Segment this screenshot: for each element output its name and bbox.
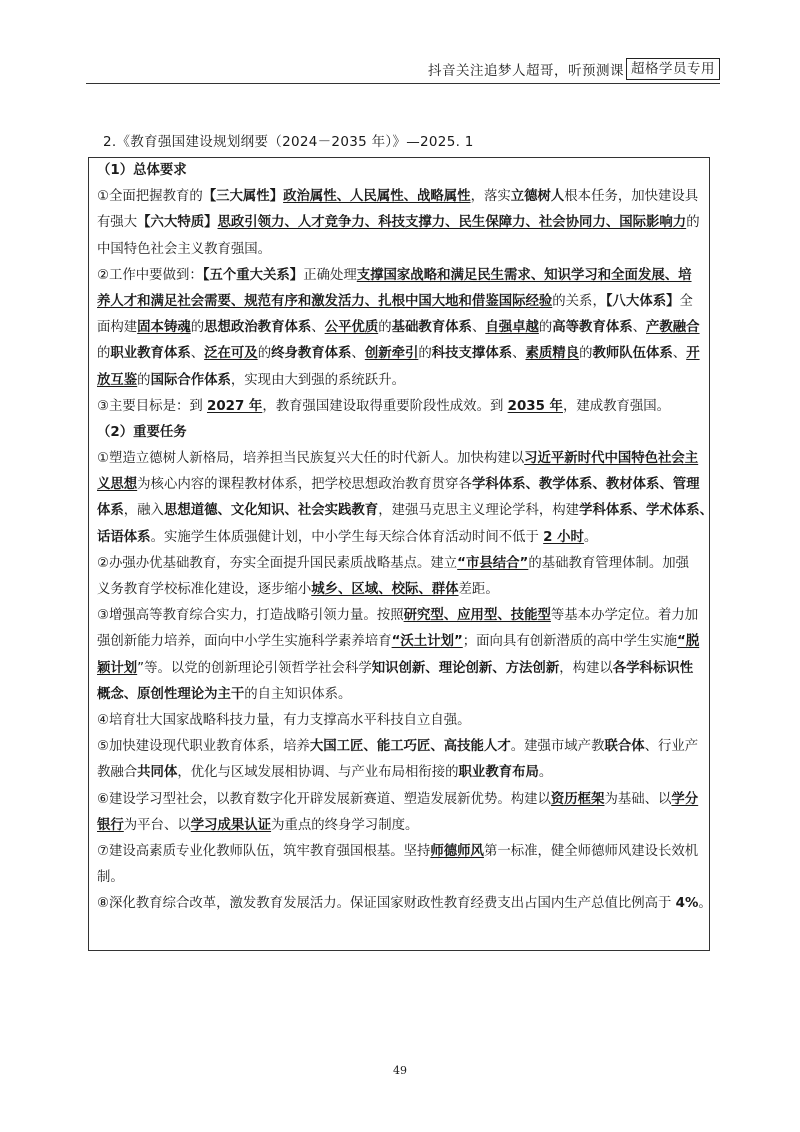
content-line: ②办强办优基础教育，夯实全面提升国民素质战略基点。建立“市县结合”的基础教育管理体制。加强	[97, 555, 690, 571]
content-line: ①全面把握教育的【三大属性】政治属性、人民属性、战略属性，落实立德树人根本任务，加快建设具	[97, 189, 699, 205]
content-line: 义思想为核心内容的课程教材体系，把学校思想政治教育贯穿各学科体系、教学体系、教材体系、管理	[97, 477, 700, 493]
section-title: 2.《教育强国建设规划纲要（2024－2035 年）》—2025. 1	[103, 134, 474, 150]
content-line: ⑥建设学习型社会，以教育数字化开辟发展新赛道、塑造发展新优势。构建以资历框架为基础、以学分	[97, 791, 699, 807]
content-line: 教融合共同体，优化与区域发展相协调、与产业布局相衔接的职业教育布局。	[97, 765, 553, 781]
header-boxed-label: 超格学员专用	[626, 58, 720, 80]
content-box	[88, 157, 713, 951]
content-line: 的职业教育体系、泛在可及的终身教育体系、创新牵引的科技支撑体系、素质精良的教师队伍体系、开	[97, 346, 700, 362]
header-note: 抖音关注追梦人超哥，听预测课	[428, 63, 624, 79]
content-line: 话语体系。实施学生体质强健计划，中小学生每天综合体育活动时间不低于 2 小时。	[97, 529, 598, 545]
content-line: ③增强高等教育综合实力，打造战略引领力量。按照研究型、应用型、技能型等基本办学定位。着力加	[97, 608, 699, 624]
content-line: 体系，融入思想道德、文化知识、社会实践教育，建强马克思主义理论学科，构建学科体系、学术体系、	[97, 503, 713, 519]
content-line: 概念、原创性理论为主干的自主知识体系。	[97, 686, 352, 702]
page-header	[428, 58, 720, 80]
content-line: 有强大【六大特质】思政引领力、人才竞争力、科技支撑力、民生保障力、社会协同力、国际影响力的	[97, 215, 700, 231]
header-rule	[86, 83, 720, 84]
content-line: ②工作中要做到：【五个重大关系】正确处理支撑国家战略和满足民生需求、知识学习和全面发展、培	[97, 267, 692, 283]
content-line: ⑤加快建设现代职业教育体系，培养大国工匠、能工巧匠、高技能人才。建强市域产教联合体、行业产	[97, 739, 699, 755]
content-line: 养人才和满足社会需要、规范有序和激发活力、扎根中国大地和借鉴国际经验的关系，【八大体系】全	[97, 293, 693, 309]
subheading-general-requirements: （1）总体要求	[97, 163, 187, 178]
content-line: ⑧深化教育综合改革，激发教育发展活力。保证国家财政性教育经费支出占国内生产总值比例高于 4%。	[97, 896, 712, 912]
content-line: 放互鉴的国际合作体系，实现由大到强的系统跃升。	[97, 372, 405, 388]
content-line: ④培育壮大国家战略科技力量，有力支撑高水平科技自立自强。	[97, 712, 471, 728]
content-line: 制。	[97, 870, 124, 886]
content-line: 面构建固本铸魂的思想政治教育体系、公平优质的基础教育体系、自强卓越的高等教育体系、产教融合	[97, 320, 700, 336]
page-number: 49	[393, 1064, 407, 1077]
content-line: ⑦建设高素质专业化教师队伍，筑牢教育强国根基。坚持师德师风第一标准，健全师德师风建设长效机	[97, 843, 699, 859]
content-line: ③主要目标是：到 2027 年，教育强国建设取得重要阶段性成效。到 2035 年，建成教育强国。	[97, 398, 671, 414]
subheading-key-tasks: （2）重要任务	[97, 424, 187, 440]
content-line: ①塑造立德树人新格局，培养担当民族复兴大任的时代新人。加快构建以习近平新时代中国特色社会主	[97, 451, 699, 467]
content-line: 义务教育学校标准化建设，逐步缩小城乡、区域、校际、群体差距。	[97, 582, 499, 597]
content-line: 强创新能力培养，面向中小学生实施科学素养培育“沃土计划”；面向具有创新潜质的高中学生实施“脱	[97, 634, 700, 650]
content-line: 银行为平台、以学习成果认证为重点的终身学习制度。	[97, 817, 419, 833]
content-line: 颖计划”等。以党的创新理论引领哲学社会科学知识创新、理论创新、方法创新，构建以各学科标识性	[97, 660, 694, 676]
content-line: 中国特色社会主义教育强国。	[97, 241, 272, 257]
